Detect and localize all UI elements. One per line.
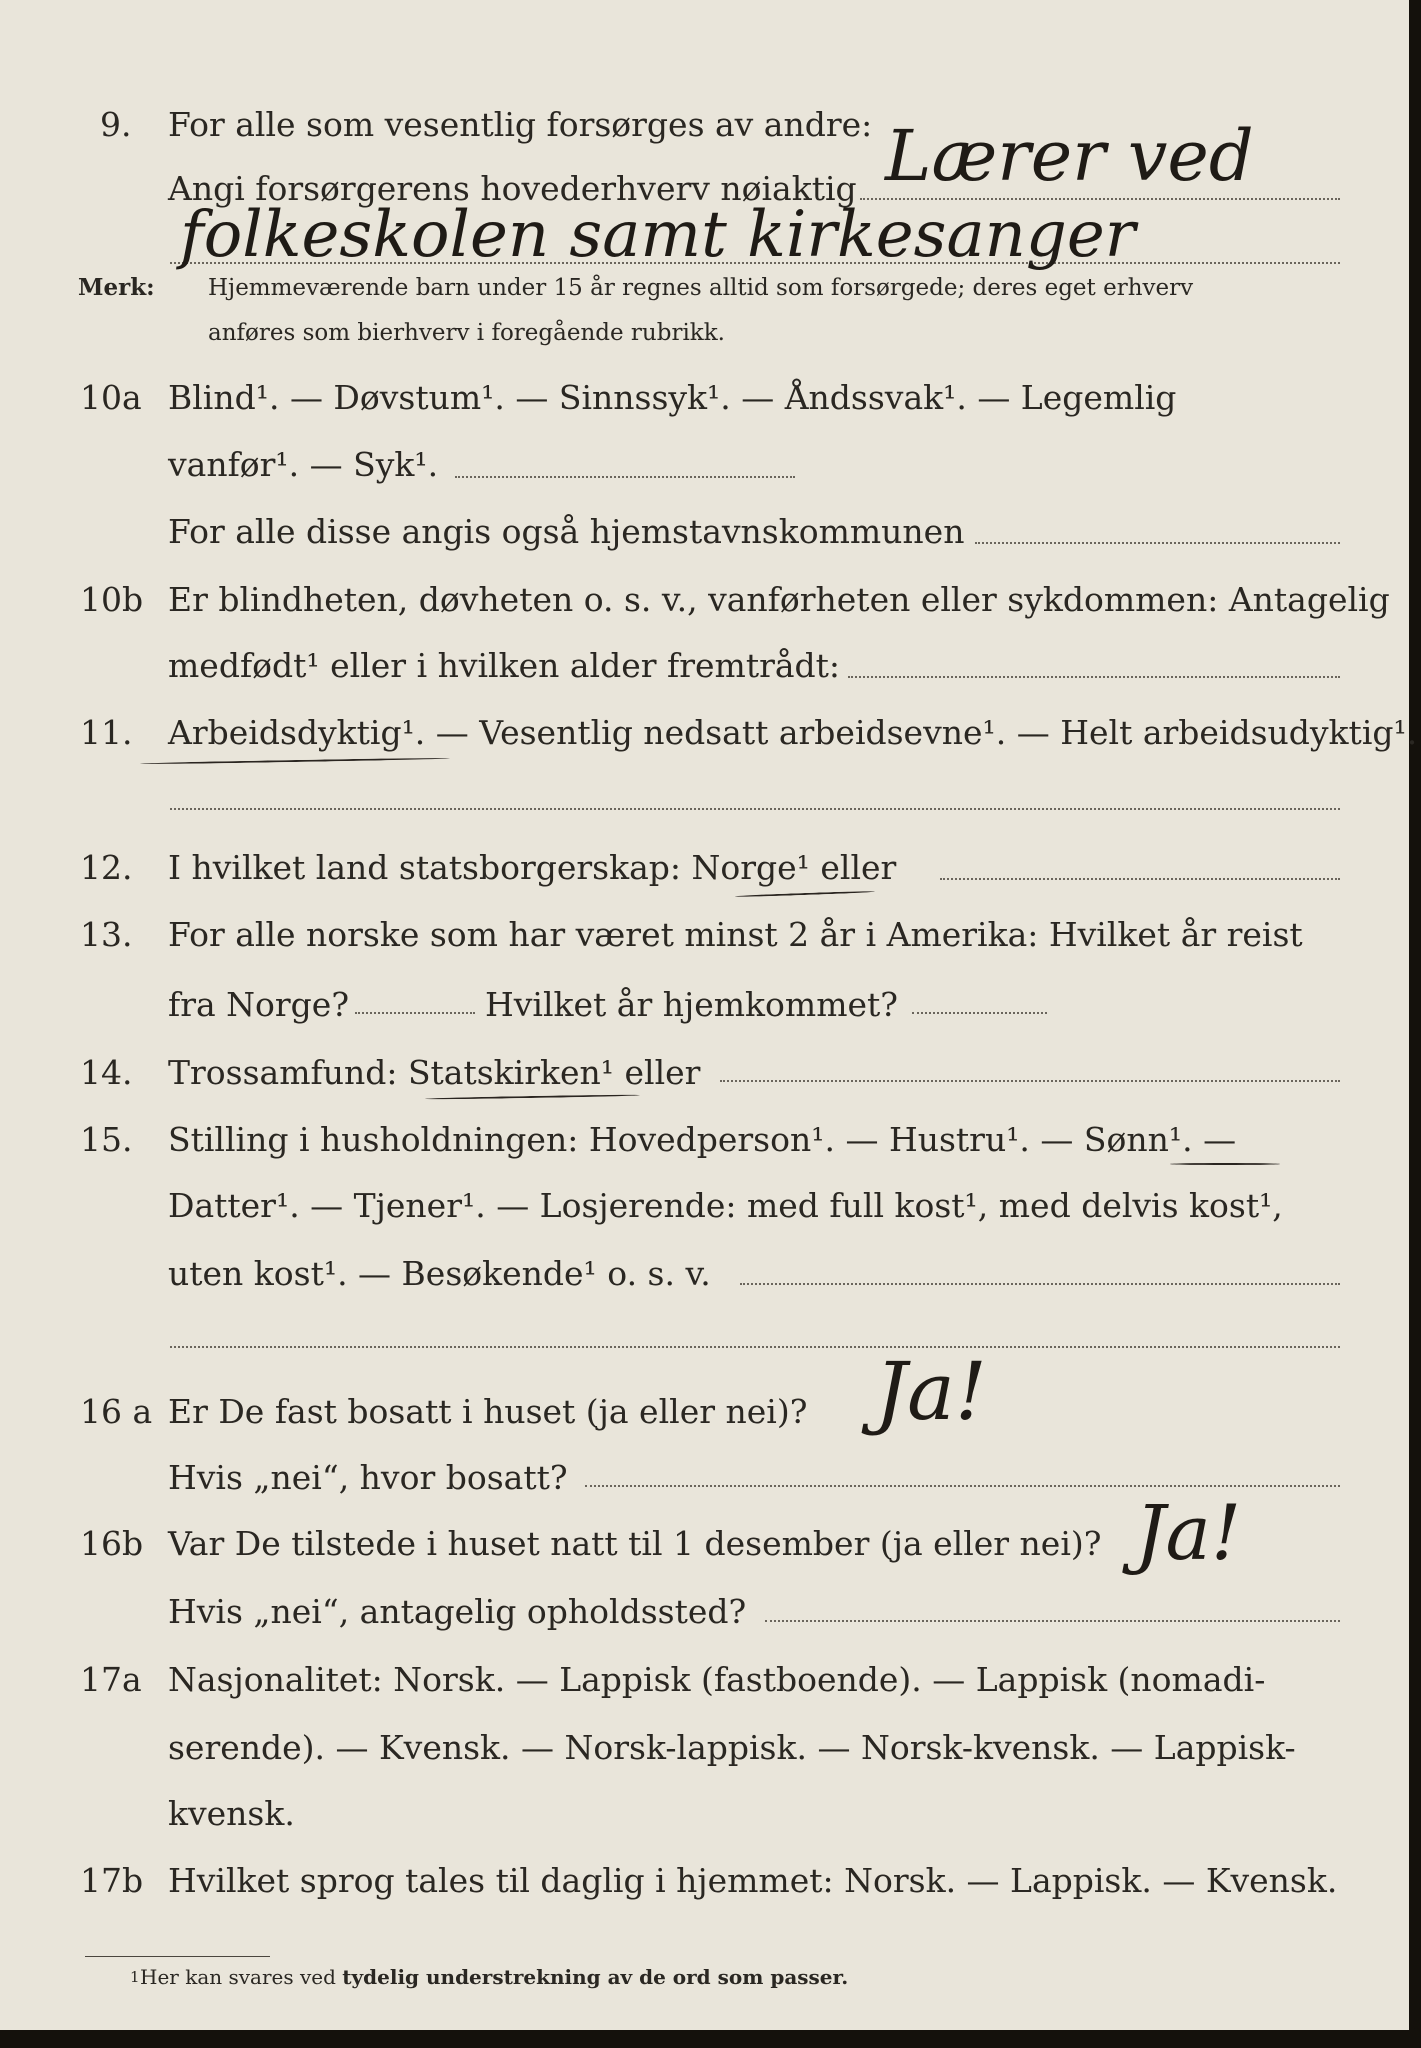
q15-options-2: Datter¹. — Tjener¹. — Losjerende: med full kost¹, med delvis kost¹, bbox=[168, 1186, 1283, 1225]
q13-hjemkommet-label: Hvilket år hjemkommet? bbox=[485, 985, 898, 1024]
q9-question: For alle som vesentlig forsørges av andre: bbox=[168, 105, 873, 144]
q10a-number: 10a bbox=[80, 378, 142, 417]
q10b-question-2: medfødt¹ eller i hvilken alder fremtrådt: bbox=[168, 646, 841, 685]
q17a-options-1: Nasjonalitet: Norsk. — Lappisk (fastboende). — Lappisk (nomadi- bbox=[168, 1660, 1266, 1699]
merk-text-1: Hjemmeværende barn under 15 år regnes alltid som forsørgede; deres eget erhverv bbox=[208, 275, 1194, 301]
q9-handwritten-answer-1: Lærer ved bbox=[885, 115, 1254, 197]
q11-number: 11. bbox=[80, 713, 133, 752]
q15-line1 bbox=[0, 1110, 1409, 1170]
q15-line2 bbox=[0, 1176, 1409, 1236]
q17a-options-2: serende). — Kvensk. — Norsk-lappisk. — Norsk-kvensk. — Lappisk- bbox=[168, 1728, 1296, 1767]
q10a-line1 bbox=[0, 368, 1409, 428]
q14-line1 bbox=[0, 1043, 1409, 1103]
q15-answer-line[interactable] bbox=[740, 1283, 1340, 1285]
q17a-line1 bbox=[0, 1650, 1409, 1710]
merk-line2 bbox=[0, 313, 1409, 353]
q10a-options: Blind¹. — Døvstum¹. — Sinnssyk¹. — Åndssvak¹. — Legemlig bbox=[168, 378, 1177, 417]
q12-question: I hvilket land statsborgerskap: Norge¹ eller bbox=[168, 848, 897, 887]
q10b-line2 bbox=[0, 636, 1409, 696]
q17a-line2 bbox=[0, 1718, 1409, 1778]
q11-line1 bbox=[0, 703, 1418, 763]
q10a-answer-line[interactable] bbox=[455, 476, 795, 478]
q10a-options-2: vanfør¹. — Syk¹. bbox=[168, 445, 439, 484]
q15-options-1: Stilling i husholdningen: Hovedperson¹. — Hustru¹. — Sønn¹. — bbox=[168, 1120, 1237, 1159]
q17b-line1 bbox=[0, 1851, 1409, 1911]
q17a-number: 17a bbox=[80, 1660, 142, 1699]
q14-answer-line[interactable] bbox=[720, 1080, 1340, 1082]
footnote-text: Her kan svares ved bbox=[140, 1965, 336, 1989]
footnote-mark: 1 bbox=[130, 1968, 140, 1986]
q9-number: 9. bbox=[100, 105, 132, 144]
merk-text-2: anføres som bierhverv i foregående rubrikk. bbox=[208, 320, 725, 346]
q14-number: 14. bbox=[80, 1053, 133, 1092]
q10b-number: 10b bbox=[80, 580, 144, 619]
q16b-handwritten-answer: Ja! bbox=[1135, 1488, 1242, 1577]
q13-line2 bbox=[0, 975, 1409, 1035]
q10a-hjemstavn: For alle disse angis også hjemstavnskommunen bbox=[168, 512, 965, 551]
q17b-options: Hvilket sprog tales til daglig i hjemmet: Norsk. — Lappisk. — Kvensk. bbox=[168, 1861, 1338, 1900]
footnote bbox=[130, 1962, 849, 1992]
q16b-line2 bbox=[0, 1582, 1409, 1642]
q12-line1 bbox=[0, 838, 1409, 898]
q10b-line1 bbox=[0, 570, 1409, 630]
q13-reist-answer-line[interactable] bbox=[355, 1012, 475, 1014]
q10a-hjemstavn-line[interactable] bbox=[975, 542, 1340, 544]
q15-line3 bbox=[0, 1244, 1409, 1304]
q17b-number: 17b bbox=[80, 1861, 144, 1900]
q13-number: 13. bbox=[80, 915, 133, 954]
q11-answer-line[interactable] bbox=[170, 808, 1340, 810]
q16a-line1 bbox=[0, 1382, 1409, 1442]
q11-options: Arbeidsdyktig¹. — Vesentlig nedsatt arbeidsevne¹. — Helt arbeidsudyktig¹. bbox=[168, 713, 1418, 752]
q15-answer-line-2[interactable] bbox=[170, 1346, 1340, 1348]
q16b-number: 16b bbox=[80, 1524, 144, 1563]
q16a-followup: Hvis „nei“, hvor bosatt? bbox=[168, 1458, 568, 1497]
q13-hjemkommet-answer-line[interactable] bbox=[912, 1012, 1047, 1014]
merk-label: Merk: bbox=[78, 274, 155, 301]
q16b-question: Var De tilstede i huset natt til 1 desember (ja eller nei)? bbox=[168, 1524, 1102, 1563]
footnote-bold-text: tydelig understrekning av de ord som passer. bbox=[342, 1965, 849, 1989]
q9-handwritten-answer-2: folkeskolen samt kirkesanger bbox=[180, 198, 1136, 272]
q15-handwritten-underline bbox=[1170, 1163, 1280, 1165]
q9-instruction: Angi forsørgerens hovederhverv nøiaktig bbox=[168, 169, 857, 208]
q15-number: 15. bbox=[80, 1120, 133, 1159]
q16b-followup: Hvis „nei“, antagelig opholdssted? bbox=[168, 1592, 747, 1631]
q10b-answer-line[interactable] bbox=[848, 676, 1340, 678]
q15-options-3: uten kost¹. — Besøkende¹ o. s. v. bbox=[168, 1254, 711, 1293]
q13-line1 bbox=[0, 905, 1409, 965]
footnote-rule bbox=[85, 1956, 270, 1957]
merk-line1 bbox=[0, 268, 1409, 308]
q16a-number: 16 a bbox=[80, 1392, 153, 1431]
q13-reist-label: fra Norge? bbox=[168, 985, 350, 1024]
q10a-line3 bbox=[0, 502, 1409, 562]
q17a-options-3: kvensk. bbox=[168, 1794, 295, 1833]
q17a-line3 bbox=[0, 1784, 1409, 1844]
q12-answer-line[interactable] bbox=[940, 878, 1340, 880]
q16a-question: Er De fast bosatt i huset (ja eller nei)? bbox=[168, 1392, 808, 1431]
q16a-handwritten-answer: Ja! bbox=[875, 1345, 987, 1438]
q12-number: 12. bbox=[80, 848, 133, 887]
q10a-line2 bbox=[0, 435, 1409, 495]
q14-question: Trossamfund: Statskirken¹ eller bbox=[168, 1053, 701, 1092]
q16b-answer-line[interactable] bbox=[765, 1620, 1340, 1622]
q16a-answer-line[interactable] bbox=[585, 1485, 1340, 1487]
q10b-question: Er blindheten, døvheten o. s. v., vanførheten eller sykdommen: Antagelig bbox=[168, 580, 1390, 619]
q13-question: For alle norske som har været minst 2 år i Amerika: Hvilket år reist bbox=[168, 915, 1303, 954]
